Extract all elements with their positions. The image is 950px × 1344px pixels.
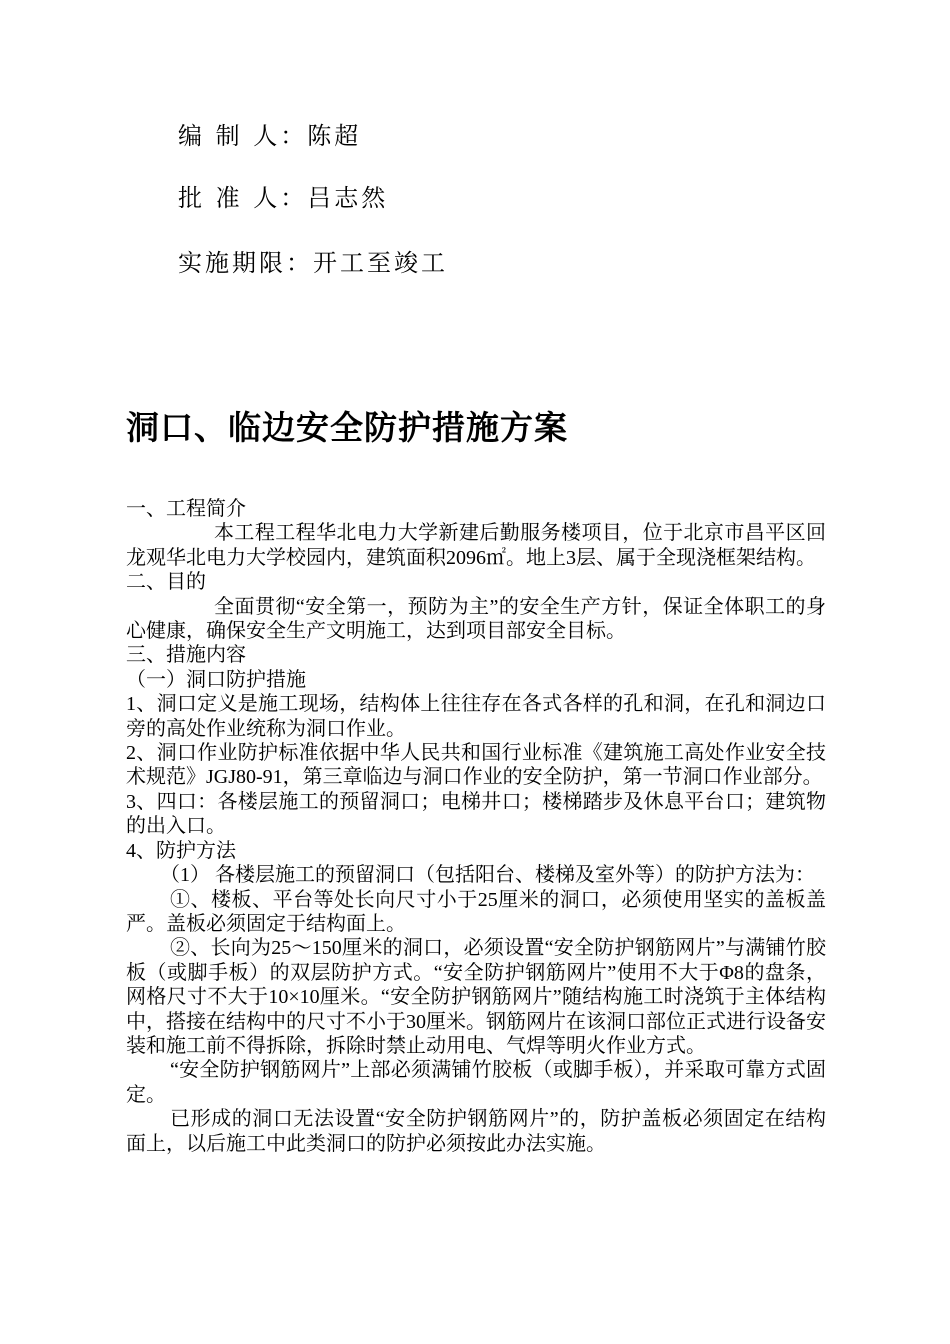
paragraph: 本工程工程华北电力大学新建后勤服务楼项目，位于北京市昌平区回龙观华北电力大学校园内，建筑面积2096㎡。地上3层、属于全现浇框架结构。 bbox=[126, 522, 826, 569]
paragraph: 1、洞口定义是施工现场，结构体上往往存在各式各样的孔和洞，在孔和洞边口旁的高处作业统称为洞口作业。 bbox=[126, 693, 826, 740]
paragraph: （1） 各楼层施工的预留洞口（包括阳台、楼梯及室外等）的防护方法为： bbox=[160, 864, 815, 887]
paragraph: ②、长向为25～150厘米的洞口，必须设置“安全防护钢筋网片”与满铺竹胶板（或脚手板）的双层防护方式。“安全防护钢筋网片”使用不大于Φ8的盘条，网格尺寸不大于10×10厘米。“安全防护钢筋网片”随结构施工时浇筑于主体结构中，搭接在结构中的尺寸不小于30厘米。钢筋网片在该洞口部位正式进行设备安装和施工前不得拆除，拆除时禁止动用电、气焊等明火作业方式。 bbox=[126, 937, 826, 1057]
period-line: 实施期限：开工至竣工 bbox=[178, 249, 448, 277]
document-title: 洞口、临边安全防护措施方案 bbox=[126, 408, 568, 447]
paragraph: 全面贯彻“安全第一，预防为主”的安全生产方针，保证全体职工的身心健康，确保安全生产文明施工，达到项目部安全目标。 bbox=[126, 595, 826, 643]
section-heading: 二、目的 bbox=[126, 571, 206, 594]
section-heading: 一、工程简介 bbox=[126, 498, 246, 520]
paragraph: “安全防护钢筋网片”上部必须满铺竹胶板（或脚手板），并采取可靠方式固定。 bbox=[126, 1059, 826, 1106]
document-body bbox=[126, 497, 826, 1156]
approver-line: 批 准 人：吕志然 bbox=[178, 184, 389, 212]
paragraph: ①、楼板、平台等处长向尺寸小于25厘米的洞口，必须使用坚实的盖板盖严。盖板必须固定于结构面上。 bbox=[126, 888, 826, 935]
section-heading: 三、措施内容 bbox=[126, 644, 246, 667]
paragraph: 4、防护方法 bbox=[126, 839, 236, 862]
compiler-line: 编 制 人：陈超 bbox=[178, 122, 362, 150]
paragraph: 已形成的洞口无法设置“安全防护钢筋网片”的，防护盖板必须固定在结构面上，以后施工中此类洞口的防护必须按此办法实施。 bbox=[126, 1108, 826, 1155]
paragraph: 2、洞口作业防护标准依据中华人民共和国行业标准《建筑施工高处作业安全技术规范》JGJ80-91，第三章临边与洞口作业的安全防护，第一节洞口作业部分。 bbox=[126, 742, 826, 789]
paragraph: 3、四口：各楼层施工的预留洞口；电梯井口；楼梯踏步及休息平台口；建筑物的出入口。 bbox=[126, 790, 826, 838]
subsection-heading: （一）洞口防护措施 bbox=[126, 668, 306, 691]
